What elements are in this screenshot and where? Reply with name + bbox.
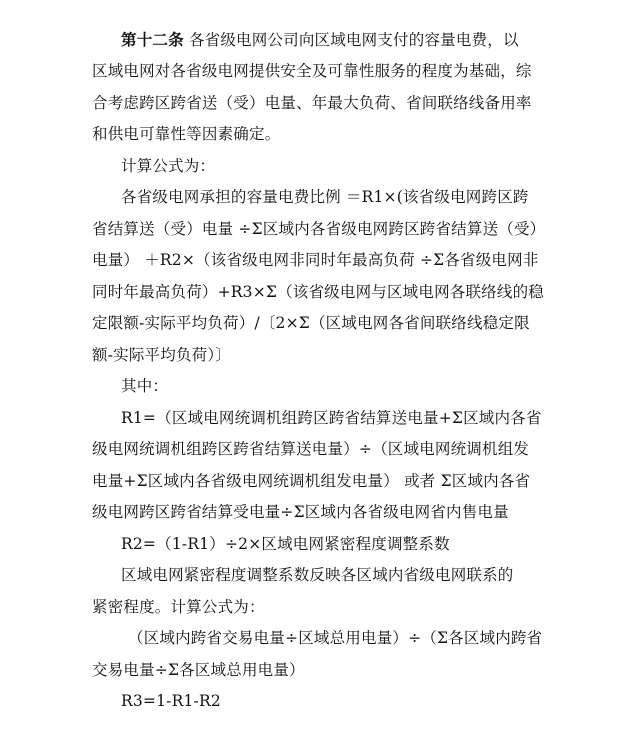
r1-formula-line: 级电网跨区跨省结算受电量÷Σ区域内各省级电网省内售电量 (92, 503, 509, 521)
ratio-formula-line: 电量） ＋R2×（该省级电网非同时年最高负荷 ÷Σ各省级电网非 (92, 251, 539, 269)
article-first-line (121, 30, 571, 50)
r3-formula: R3=1-R1-R2 (121, 692, 221, 710)
ratio-formula-line: 额-实际平均负荷）〕 (92, 346, 231, 364)
ratio-formula-line: 定限额-实际平均负荷）/〔2×Σ（区域电网各省间联络线稳定限 (92, 314, 530, 332)
article-number: 第十二条 (121, 30, 184, 49)
article-text-line: 各省级电网公司向区域电网支付的容量电费，以 (188, 31, 519, 49)
ratio-formula-line: 各省级电网承担的容量电费比例 ＝R1×(该省级电网跨区跨 (121, 188, 529, 206)
formula-intro: 计算公式为： (121, 157, 216, 175)
coefficient-desc-line: 区域电网紧密程度调整系数反映各区域内省级电网联系的 (121, 566, 514, 584)
coefficient-formula-line: （区域内跨省交易电量÷区域总用电量）÷（Σ各区域内跨省 (128, 629, 543, 647)
article-text-line: 区域电网对各省级电网提供安全及可靠性服务的程度为基础，综 (92, 62, 532, 80)
r1-formula-line: R1=（区域电网统调机组跨区跨省结算送电量+Σ区域内各省 (121, 409, 542, 427)
ratio-formula-line: 同时年最高负荷）+R3×Σ（该省级电网与区域电网各联络线的稳 (92, 283, 544, 301)
r2-formula: R2=（1-R1）÷2×区域电网紧密程度调整系数 (121, 535, 450, 553)
article-text-line: 合考虑跨区跨省送（受）电量、年最大负荷、省间联络线备用率 (92, 94, 532, 112)
ratio-formula-line: 省结算送（受）电量 ÷Σ区域内各省级电网跨区跨省结算送（受） (92, 220, 546, 238)
coefficient-desc-line: 紧密程度。计算公式为： (92, 598, 265, 616)
r1-formula-line: 级电网统调机组跨区跨省结算送电量）÷（区域电网统调机组发 (92, 440, 530, 458)
article-text-line: 和供电可靠性等因素确定。 (92, 125, 281, 143)
where-label: 其中： (121, 377, 169, 395)
coefficient-formula-line: 交易电量÷Σ各区域总用电量） (92, 661, 305, 679)
r1-formula-line: 电量+Σ区域内各省级电网统调机组发电量） 或者 Σ区域内各省 (92, 472, 531, 490)
